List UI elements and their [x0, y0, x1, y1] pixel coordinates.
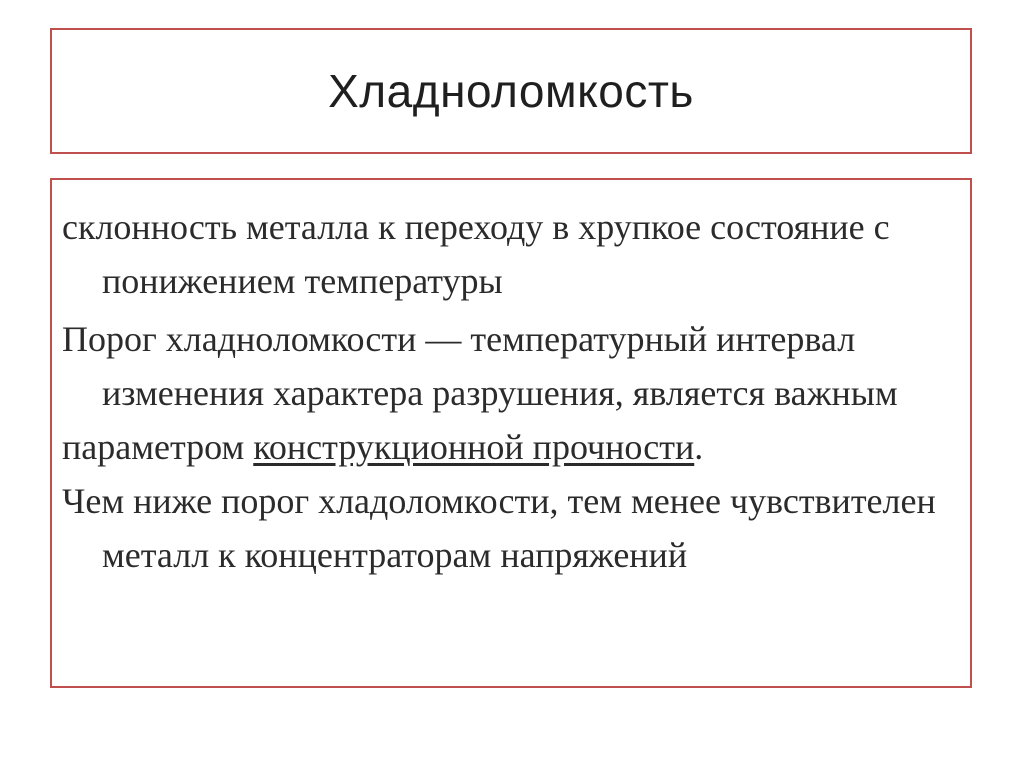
definition-text: склонность металла к переходу в хрупкое состояние с понижением температуры — [62, 207, 890, 301]
slide-title: Хладноломкость — [328, 65, 694, 117]
threshold-text: Порог хладноломкости — температурный интервал изменения характера разрушения, является важным — [62, 319, 898, 413]
threshold-paragraph — [62, 312, 954, 582]
parameter-prefix: параметром — [62, 427, 254, 467]
sensitivity-text: Чем ниже порог хладоломкости, тем менее чувствителен металл к концентраторам напряжений — [62, 481, 936, 575]
structural-strength-link[interactable]: конструкционной прочности — [253, 427, 695, 467]
parameter-suffix: . — [694, 427, 704, 467]
definition-paragraph — [62, 200, 954, 308]
content-box — [50, 178, 972, 688]
parameter-line — [62, 420, 954, 474]
title-box — [50, 28, 972, 154]
